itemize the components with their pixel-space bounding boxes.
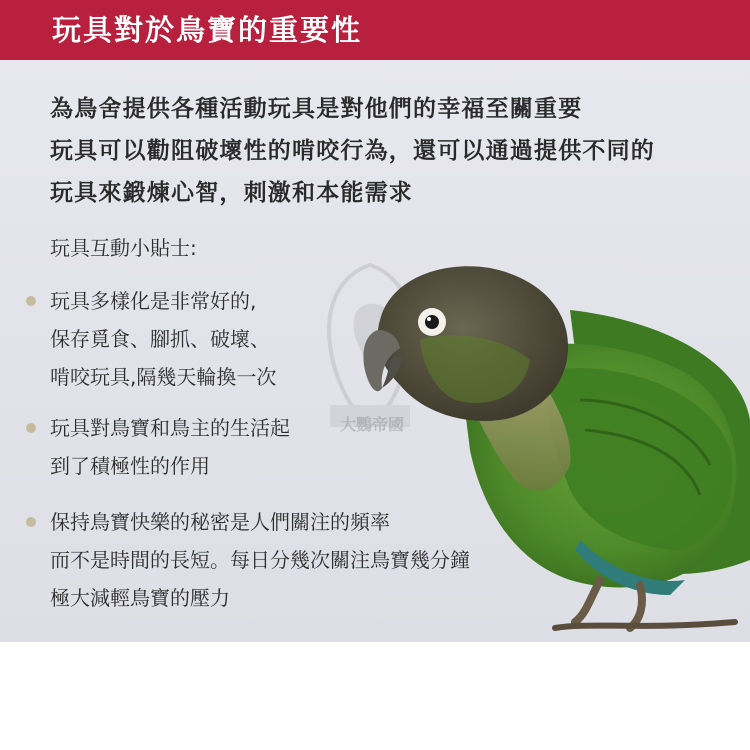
intro-line: 玩具來鍛煉心智，刺激和本能需求	[50, 180, 413, 206]
tip-item	[50, 409, 290, 485]
tip-line: 啃咬玩具,隔幾天輪換一次	[50, 365, 277, 389]
bullet-dot	[26, 296, 36, 306]
bullet-dot	[26, 423, 36, 433]
tip-line: 極大減輕鳥寶的壓力	[50, 586, 230, 610]
header-banner	[0, 0, 750, 60]
parrot-icon	[340, 250, 750, 642]
tips-heading: 玩具互動小貼士:	[50, 236, 197, 260]
page-title: 玩具對於鳥寶的重要性	[52, 13, 363, 47]
intro-line: 為鳥舍提供各種活動玩具是對他們的幸福至關重要	[50, 96, 583, 122]
tip-line: 而不是時間的長短。每日分幾次關注鳥寶幾分鐘	[50, 548, 470, 572]
intro-line: 玩具可以勸阻破壞性的啃咬行為，還可以通過提供不同的	[50, 138, 655, 164]
tip-line: 到了積極性的作用	[50, 454, 210, 478]
tip-line: 玩具對鳥寶和鳥主的生活起	[50, 416, 290, 440]
tip-line: 玩具多樣化是非常好的,	[50, 289, 257, 313]
watermark-text: 大鸚帝國	[340, 415, 405, 434]
tip-line: 保持鳥寶快樂的秘密是人們關注的頻率	[50, 510, 390, 534]
tip-item	[50, 282, 276, 396]
intro-text	[50, 88, 740, 214]
bullet-dot	[26, 517, 36, 527]
tip-line: 保存覓食、腳抓、破壞、	[50, 327, 270, 351]
